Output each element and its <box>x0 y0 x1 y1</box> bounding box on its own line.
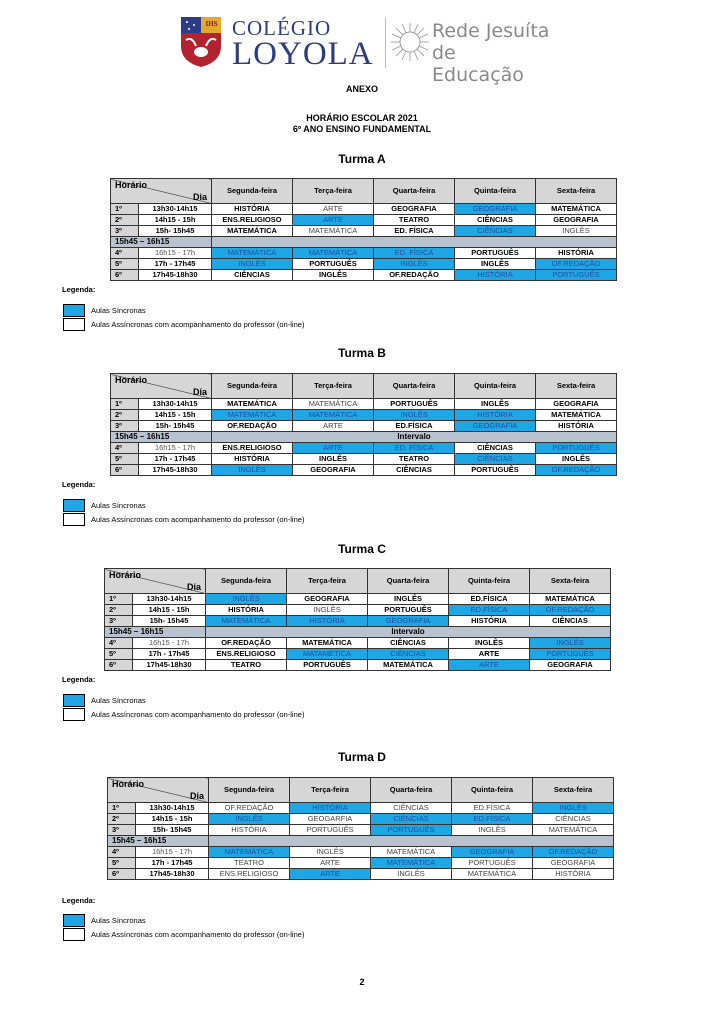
async-class-cell: HISTÓRIA <box>206 605 287 616</box>
table-row <box>108 847 614 858</box>
period-time: 14h15 - 15h <box>139 215 212 226</box>
async-class-cell: MATEMÁTICA <box>536 204 617 215</box>
legend-async-text: Aulas Assíncronas com acompanhamento do professor (on-line) <box>91 320 305 329</box>
async-class-cell: HISTÓRIA <box>209 825 290 836</box>
day-header: Terça-feira <box>287 569 368 594</box>
horario-dia-header <box>108 778 209 803</box>
sync-class-cell: ARTE <box>293 443 374 454</box>
table-row <box>108 814 614 825</box>
interval-row <box>108 836 614 847</box>
interval-row <box>105 627 611 638</box>
day-header: Sexta-feira <box>536 179 617 204</box>
async-class-cell: ENS.RELIGIOSO <box>209 869 290 880</box>
period-number: 3º <box>111 226 139 237</box>
horario-label: Horário <box>109 570 142 580</box>
logo-line-1: COLÉGIO <box>232 16 332 40</box>
dia-label: Dia <box>192 192 207 202</box>
sync-class-cell: ARTE <box>449 660 530 671</box>
async-class-cell: HISTÓRIA <box>536 421 617 432</box>
turma-title: Turma A <box>338 152 386 166</box>
horario-dia-header <box>111 179 212 204</box>
table-row <box>108 825 614 836</box>
sync-class-cell: MATEMÁTICA <box>293 410 374 421</box>
async-class-cell: ENS.RELIGIOSO <box>212 443 293 454</box>
table-row <box>108 869 614 880</box>
sync-class-cell: MATEMÁTICA <box>209 847 290 858</box>
sync-class-cell: GEOGRAFIA <box>455 421 536 432</box>
period-time: 16h15 - 17h <box>133 638 206 649</box>
sync-class-cell: INGLÊS <box>533 803 614 814</box>
period-number: 6º <box>108 869 136 880</box>
async-class-cell: ARTE <box>293 204 374 215</box>
day-header: Segunda-feira <box>212 179 293 204</box>
async-class-cell: CIÊNCIAS <box>368 638 449 649</box>
async-class-cell: GEOGRAFIA <box>374 204 455 215</box>
table-row <box>111 421 617 432</box>
async-class-cell: CIÊNCIAS <box>455 215 536 226</box>
interval-time: 15h45 – 16h15 <box>111 432 212 443</box>
network-line-2: de Educação <box>432 42 524 86</box>
async-class-cell: CIÊNCIAS <box>371 803 452 814</box>
legend-label: Legenda: <box>62 896 96 905</box>
table-row <box>108 803 614 814</box>
header-row <box>111 374 617 399</box>
sync-class-cell: INGLÊS <box>530 638 611 649</box>
sync-class-cell: HISTÓRIA <box>290 803 371 814</box>
table-row <box>111 226 617 237</box>
period-time: 16h15 - 17h <box>139 248 212 259</box>
table-row <box>105 649 611 660</box>
table-row <box>105 660 611 671</box>
async-class-cell: INGLÊS <box>293 454 374 465</box>
async-class-cell: INGLÊS <box>290 847 371 858</box>
period-time: 13h30-14h15 <box>139 204 212 215</box>
async-class-cell: MATEMÁTICA <box>536 410 617 421</box>
header-row <box>108 778 614 803</box>
period-time: 17h - 17h45 <box>139 259 212 270</box>
day-header: Terça-feira <box>293 374 374 399</box>
sync-class-cell: INGLÊS <box>374 259 455 270</box>
sync-class-cell: HISTÓRIA <box>455 270 536 281</box>
period-number: 6º <box>111 465 139 476</box>
horario-dia-header <box>105 569 206 594</box>
async-class-cell: MATEMÁTICA <box>533 825 614 836</box>
sync-class-cell: INGLÊS <box>212 259 293 270</box>
async-class-cell: GEOGRAFIA <box>530 660 611 671</box>
sync-class-cell: ED. FÍSICA <box>374 443 455 454</box>
async-class-cell: OF.REDAÇÃO <box>206 638 287 649</box>
period-number: 5º <box>111 259 139 270</box>
sync-class-cell: MATEMÁTICA <box>206 616 287 627</box>
table-row <box>105 616 611 627</box>
async-class-cell: PORTUGUÊS <box>374 399 455 410</box>
dia-label: Dia <box>192 387 207 397</box>
async-class-cell: TEATRO <box>206 660 287 671</box>
annex-heading: ANEXO <box>345 84 378 94</box>
period-number: 3º <box>105 616 133 627</box>
table-row <box>105 594 611 605</box>
day-header: Segunda-feira <box>212 374 293 399</box>
interval-label <box>212 237 617 248</box>
period-number: 1º <box>111 204 139 215</box>
schedule-table <box>107 777 614 880</box>
table-row <box>111 410 617 421</box>
period-time: 13h30-14h15 <box>136 803 209 814</box>
async-class-cell: MATEMÁTICA <box>293 399 374 410</box>
period-time: 17h45-18h30 <box>133 660 206 671</box>
day-header: Quarta-feira <box>374 179 455 204</box>
day-header: Segunda-feira <box>209 778 290 803</box>
async-class-cell: ARTE <box>290 858 371 869</box>
period-number: 4º <box>105 638 133 649</box>
sync-class-cell: ARTE <box>293 215 374 226</box>
period-number: 1º <box>105 594 133 605</box>
async-class-cell: TEATRO <box>209 858 290 869</box>
async-class-cell: MATEMÁTICA <box>452 869 533 880</box>
sync-class-cell: CIÊNCIAS <box>455 454 536 465</box>
page-number: 2 <box>359 977 365 987</box>
period-time: 15h- 15h45 <box>136 825 209 836</box>
legend-label: Legenda: <box>62 675 96 684</box>
turma-title: Turma D <box>338 750 386 764</box>
interval-time: 15h45 – 16h15 <box>108 836 209 847</box>
period-number: 1º <box>111 399 139 410</box>
async-class-cell: PORTUGUÊS <box>368 605 449 616</box>
async-class-cell: PORTUGUÊS <box>455 465 536 476</box>
async-class-cell: GEOGRAFIA <box>533 858 614 869</box>
period-time: 15h- 15h45 <box>133 616 206 627</box>
sync-class-cell: INGLÊS <box>212 465 293 476</box>
period-number: 4º <box>111 248 139 259</box>
sync-class-cell: MATEMÁTICA <box>371 858 452 869</box>
async-class-cell: INGLÊS <box>455 399 536 410</box>
day-header: Quarta-feira <box>368 569 449 594</box>
period-time: 14h15 - 15h <box>139 410 212 421</box>
interval-time: 15h45 – 16h15 <box>111 237 212 248</box>
legend-sync-swatch <box>63 499 85 512</box>
day-header: Terça-feira <box>293 179 374 204</box>
async-class-cell: HISTÓRIA <box>212 204 293 215</box>
sync-class-cell: ARTE <box>290 869 371 880</box>
async-class-cell: MATEMÁTICA <box>287 638 368 649</box>
async-class-cell: ARTE <box>449 649 530 660</box>
sync-class-cell: CIÊNCIAS <box>368 649 449 660</box>
legend-async-swatch <box>63 708 85 721</box>
network-line-1: Rede Jesuíta <box>432 20 550 42</box>
async-class-cell: ED. FÍSICA <box>374 226 455 237</box>
period-number: 4º <box>108 847 136 858</box>
sync-class-cell: GEOGRAFIA <box>452 847 533 858</box>
async-class-cell: HISTÓRIA <box>449 616 530 627</box>
horario-label: Horário <box>112 779 145 789</box>
sync-class-cell: INGLÊS <box>206 594 287 605</box>
async-class-cell: GEOGRAFIA <box>536 215 617 226</box>
async-class-cell: ED.FÍSICA <box>449 594 530 605</box>
async-class-cell: PORTUGUÊS <box>452 858 533 869</box>
schedule-table <box>110 178 617 281</box>
sync-class-cell: OF.REDAÇÃO <box>536 465 617 476</box>
document-title: HORÁRIO ESCOLAR 2021 <box>306 113 418 123</box>
sync-class-cell: CIÊNCIAS <box>371 814 452 825</box>
async-class-cell: ENS.RELIGIOSO <box>212 215 293 226</box>
legend-label: Legenda: <box>62 480 96 489</box>
async-class-cell: HISTÓRIA <box>536 248 617 259</box>
period-number: 4º <box>111 443 139 454</box>
sync-class-cell: GEOGRAFIA <box>455 204 536 215</box>
period-time: 13h30-14h15 <box>133 594 206 605</box>
sync-class-cell: MATAMÉTICA <box>287 649 368 660</box>
table-row <box>108 858 614 869</box>
async-class-cell: MATEMÁTICA <box>212 226 293 237</box>
period-time: 16h15 - 17h <box>139 443 212 454</box>
sync-class-cell: OF.REDAÇÃO <box>530 605 611 616</box>
legend-async-swatch <box>63 513 85 526</box>
async-class-cell: MATEMÁTICA <box>371 847 452 858</box>
async-class-cell: OF.REDAÇÃO <box>374 270 455 281</box>
horario-label: Horário <box>115 180 148 190</box>
async-class-cell: INGLÊS <box>449 638 530 649</box>
legend-sync-text: Aulas Síncronas <box>91 501 146 510</box>
async-class-cell: TEATRO <box>374 215 455 226</box>
period-number: 5º <box>105 649 133 660</box>
table-row <box>111 443 617 454</box>
sync-class-cell: INGLÊS <box>209 814 290 825</box>
period-time: 17h45-18h30 <box>139 465 212 476</box>
document-subtitle: 6º ANO ENSINO FUNDAMENTAL <box>292 124 432 134</box>
async-class-cell: GEOGRAFIA <box>287 594 368 605</box>
period-number: 6º <box>105 660 133 671</box>
sync-class-cell: PORTUGUÊS <box>371 825 452 836</box>
interval-label: Intervalo <box>212 432 617 443</box>
async-class-cell: CIÊNCIAS <box>212 270 293 281</box>
dia-label: Dia <box>186 582 201 592</box>
sync-class-cell: HISTÓRIA <box>287 616 368 627</box>
table-row <box>111 270 617 281</box>
interval-label: Intervalo <box>206 627 611 638</box>
jesuit-sun-icon <box>390 22 430 62</box>
sync-class-cell: PORTUGUÊS <box>536 270 617 281</box>
horario-label: Horário <box>115 375 148 385</box>
header-row <box>111 179 617 204</box>
legend-sync-swatch <box>63 304 85 317</box>
async-class-cell: MATEMÁTICA <box>293 226 374 237</box>
period-number: 2º <box>111 410 139 421</box>
legend-label: Legenda: <box>62 285 96 294</box>
async-class-cell: INGLÊS <box>536 454 617 465</box>
async-class-cell: INGLÊS <box>455 259 536 270</box>
table-row <box>111 248 617 259</box>
period-time: 17h - 17h45 <box>136 858 209 869</box>
sync-class-cell: ED.FÍSICA <box>449 605 530 616</box>
schedule-table <box>110 373 617 476</box>
table-row <box>111 454 617 465</box>
legend-async-text: Aulas Assíncronas com acompanhamento do professor (on-line) <box>91 710 305 719</box>
legend-sync-text: Aulas Síncronas <box>91 916 146 925</box>
async-class-cell: OF.REDAÇÃO <box>212 421 293 432</box>
async-class-cell: GEOGRAFIA <box>293 465 374 476</box>
async-class-cell: GEOGRAFIA <box>536 399 617 410</box>
async-class-cell: OF.REDAÇÃO <box>209 803 290 814</box>
sync-class-cell: MATEMÁTICA <box>293 248 374 259</box>
async-class-cell: INGLÊS <box>536 226 617 237</box>
async-class-cell: PORTUGUÊS <box>287 660 368 671</box>
async-class-cell: PORTUGUÊS <box>455 248 536 259</box>
sync-class-cell: ED.FÍSICA <box>452 814 533 825</box>
sync-class-cell: OF.REDAÇÃO <box>536 259 617 270</box>
day-header: Quinta-feira <box>449 569 530 594</box>
legend-async-text: Aulas Assíncronas com acompanhamento do professor (on-line) <box>91 930 305 939</box>
day-header: Segunda-feira <box>206 569 287 594</box>
async-class-cell: ENS.RELIGIOSO <box>206 649 287 660</box>
turma-title: Turma C <box>338 542 386 556</box>
legend-sync-text: Aulas Síncronas <box>91 696 146 705</box>
interval-label <box>209 836 614 847</box>
async-class-cell: CIÊNCIAS <box>533 814 614 825</box>
period-time: 15h- 15h45 <box>139 226 212 237</box>
sync-class-cell: PORTUGUÊS <box>536 443 617 454</box>
legend-sync-text: Aulas Síncronas <box>91 306 146 315</box>
sync-class-cell: OF.REDAÇÃO <box>533 847 614 858</box>
async-class-cell: CIÊNCIAS <box>374 465 455 476</box>
period-time: 17h - 17h45 <box>139 454 212 465</box>
period-number: 6º <box>111 270 139 281</box>
logo-line-2: LOYOLA <box>232 36 374 72</box>
period-number: 2º <box>105 605 133 616</box>
table-row <box>111 259 617 270</box>
period-time: 17h - 17h45 <box>133 649 206 660</box>
period-time: 16h15 - 17h <box>136 847 209 858</box>
async-class-cell: INGLÊS <box>293 270 374 281</box>
period-time: 17h45-18h30 <box>139 270 212 281</box>
period-time: 13h30-14h15 <box>139 399 212 410</box>
async-class-cell: INGLÊS <box>371 869 452 880</box>
day-header: Quinta-feira <box>455 374 536 399</box>
day-header: Sexta-feira <box>536 374 617 399</box>
period-number: 2º <box>108 814 136 825</box>
async-class-cell: ED.FÍSICA <box>374 421 455 432</box>
table-row <box>111 465 617 476</box>
async-class-cell: PORTUGUÊS <box>290 825 371 836</box>
async-class-cell: INGLÊS <box>368 594 449 605</box>
period-number: 3º <box>108 825 136 836</box>
legend-sync-swatch <box>63 914 85 927</box>
shield-ihs-text: IHS <box>205 20 218 28</box>
period-number: 2º <box>111 215 139 226</box>
table-row <box>105 638 611 649</box>
async-class-cell: CIÊNCIAS <box>455 443 536 454</box>
table-row <box>111 204 617 215</box>
table-row <box>111 215 617 226</box>
legend-async-text: Aulas Assíncronas com acompanhamento do professor (on-line) <box>91 515 305 524</box>
async-class-cell: HISTÓRIA <box>533 869 614 880</box>
day-header: Sexta-feira <box>530 569 611 594</box>
sync-class-cell: PORTUGUÊS <box>530 649 611 660</box>
period-number: 3º <box>111 421 139 432</box>
dia-label: Dia <box>189 791 204 801</box>
period-time: 17h45-18h30 <box>136 869 209 880</box>
school-logo <box>180 14 550 86</box>
interval-time: 15h45 – 16h15 <box>105 627 206 638</box>
async-class-cell: GEOGARFIA <box>290 814 371 825</box>
day-header: Terça-feira <box>290 778 371 803</box>
interval-row <box>111 237 617 248</box>
horario-dia-header <box>111 374 212 399</box>
sync-class-cell: ED. FÍSICA <box>374 248 455 259</box>
day-header: Quinta-feira <box>452 778 533 803</box>
header-row <box>105 569 611 594</box>
period-time: 15h- 15h45 <box>139 421 212 432</box>
async-class-cell: MATEMÁTICA <box>530 594 611 605</box>
legend-async-swatch <box>63 928 85 941</box>
async-class-cell: ED.FÍSICA <box>452 803 533 814</box>
table-row <box>111 399 617 410</box>
async-class-cell: INGLÊS <box>287 605 368 616</box>
async-class-cell: TEATRO <box>374 454 455 465</box>
async-class-cell: ARTE <box>293 421 374 432</box>
period-time: 14h15 - 15h <box>133 605 206 616</box>
async-class-cell: MATEMÁTICA <box>212 399 293 410</box>
async-class-cell: PORTUGUÊS <box>293 259 374 270</box>
table-row <box>105 605 611 616</box>
period-number: 1º <box>108 803 136 814</box>
async-class-cell: CIÊNCIAS <box>530 616 611 627</box>
period-number: 5º <box>108 858 136 869</box>
async-class-cell: HISTÓRIA <box>212 454 293 465</box>
legend-sync-swatch <box>63 694 85 707</box>
day-header: Quarta-feira <box>374 374 455 399</box>
legend-async-swatch <box>63 318 85 331</box>
async-class-cell: INGLÊS <box>452 825 533 836</box>
sync-class-cell: CIÊNCIAS <box>455 226 536 237</box>
period-number: 5º <box>111 454 139 465</box>
logo-divider <box>385 18 386 68</box>
day-header: Quarta-feira <box>371 778 452 803</box>
schedule-table <box>104 568 611 671</box>
day-header: Sexta-feira <box>533 778 614 803</box>
sync-class-cell: HISTÓRIA <box>455 410 536 421</box>
sync-class-cell: MATEMÁTICA <box>212 410 293 421</box>
turma-title: Turma B <box>338 346 386 360</box>
sync-class-cell: MATEMÁTICA <box>212 248 293 259</box>
interval-row <box>111 432 617 443</box>
period-time: 14h15 - 15h <box>136 814 209 825</box>
sync-class-cell: GEOGRAFIA <box>368 616 449 627</box>
async-class-cell: MATEMÁTICA <box>368 660 449 671</box>
sync-class-cell: INGLÊS <box>374 410 455 421</box>
day-header: Quinta-feira <box>455 179 536 204</box>
